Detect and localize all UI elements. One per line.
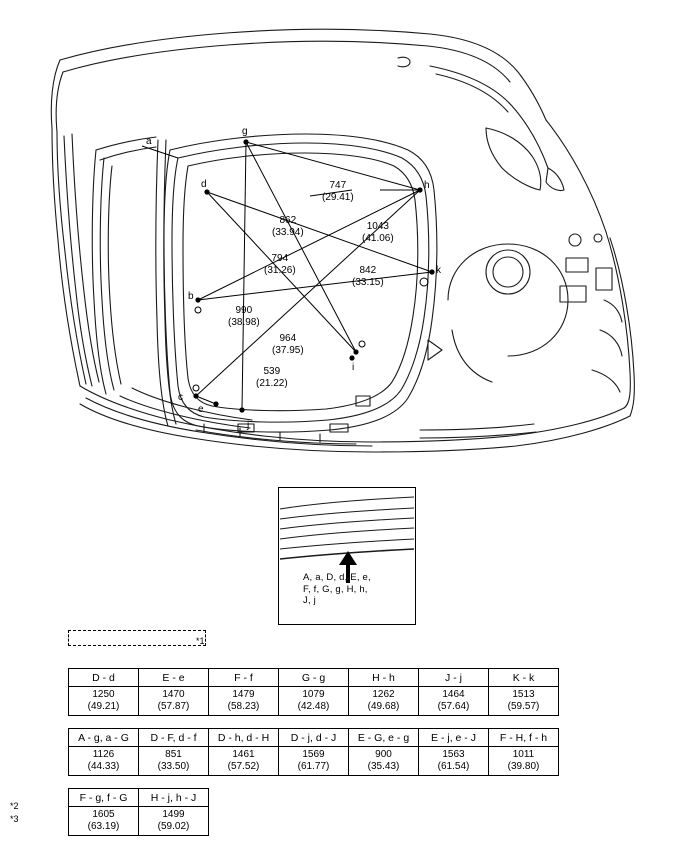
cell-mm: 1569 (302, 749, 325, 760)
col-header: G - g (279, 669, 349, 687)
inset-caption-line-3: J, j (303, 595, 316, 606)
measurement-747 (322, 180, 354, 204)
table-cell (419, 747, 489, 776)
table-cell (139, 807, 209, 836)
measurement-842-inch: (33.15) (352, 277, 384, 288)
inset-caption (303, 572, 433, 607)
col-header: F - g, f - G (69, 789, 139, 807)
cell-inch: (39.80) (507, 761, 540, 772)
table-cell (349, 687, 419, 716)
measurement-747-inch: (29.41) (322, 192, 354, 203)
table-cell (69, 747, 139, 776)
table-row-headers (69, 789, 209, 807)
point-label-k: k (436, 265, 441, 276)
col-header: J - j (419, 669, 489, 687)
measurement-794 (264, 253, 296, 277)
point-label-e: e (198, 404, 204, 415)
cell-mm: 1470 (162, 689, 185, 700)
table-cell (419, 687, 489, 716)
measurement-539 (256, 366, 288, 390)
cell-mm: 1499 (162, 809, 185, 820)
cell-inch: (61.54) (437, 761, 470, 772)
cell-mm: 1262 (372, 689, 395, 700)
col-header: H - j, h - J (139, 789, 209, 807)
footnote-3: *3 (10, 814, 19, 824)
col-header: E - G, e - g (349, 729, 419, 747)
cell-inch: (49.68) (367, 701, 400, 712)
measurement-990-inch: (38.98) (228, 317, 260, 328)
inset-caption-line-2: F, f, G, g, H, h, (303, 583, 368, 595)
table-row-values (69, 807, 209, 836)
table-cell (349, 747, 419, 776)
measurement-842-mm: 842 (359, 265, 377, 276)
table-row-values (69, 687, 559, 716)
table-cell (279, 687, 349, 716)
col-header: F - f (209, 669, 279, 687)
measurement-990 (228, 305, 260, 329)
cell-inch: (57.64) (437, 701, 470, 712)
col-header: F - H, f - h (489, 729, 559, 747)
dimension-table-1 (68, 668, 559, 716)
measurement-964 (272, 333, 304, 357)
point-label-i: i (352, 362, 355, 373)
dimension-tables (68, 668, 559, 848)
measurement-1043-mm: 1043 (366, 221, 389, 232)
col-header: D - j, d - J (279, 729, 349, 747)
measurement-794-mm: 794 (271, 253, 289, 264)
cell-mm: 1605 (92, 809, 115, 820)
point-label-a: a (146, 136, 152, 147)
table-cell (489, 687, 559, 716)
table-row-headers (69, 669, 559, 687)
col-header: E - j, e - J (419, 729, 489, 747)
cell-inch: (57.87) (157, 701, 190, 712)
footnote-2: *2 (10, 801, 19, 811)
cell-inch: (44.33) (87, 761, 120, 772)
measurement-842 (352, 265, 384, 289)
col-header: A - g, a - G (69, 729, 139, 747)
table-row-values (69, 747, 559, 776)
cell-inch: (59.02) (157, 821, 190, 832)
cell-mm: 1079 (302, 689, 325, 700)
col-header: D - h, d - H (209, 729, 279, 747)
point-label-c: c (178, 392, 183, 403)
cell-inch: (61.77) (297, 761, 330, 772)
measurement-539-inch: (21.22) (256, 378, 288, 389)
measurement-862-inch: (33.94) (272, 227, 304, 238)
cell-inch: (42.48) (297, 701, 330, 712)
col-header: D - F, d - f (139, 729, 209, 747)
measurement-964-inch: (37.95) (272, 345, 304, 356)
point-label-b: b (188, 291, 194, 302)
inset-caption-line-1: A, a, D, d, E, e, (303, 572, 371, 583)
table-cell (139, 687, 209, 716)
cell-inch: (49.21) (87, 701, 120, 712)
cell-mm: 1126 (92, 749, 115, 760)
measurement-1043-inch: (41.06) (362, 233, 394, 244)
measurement-539-mm: 539 (263, 366, 281, 377)
dimension-table-3 (68, 788, 209, 836)
dashed-note-box (68, 630, 206, 646)
cell-inch: (59.57) (507, 701, 540, 712)
table-cell (209, 747, 279, 776)
point-label-j: j (247, 420, 250, 431)
cell-mm: 900 (375, 749, 392, 760)
point-label-g: g (242, 126, 248, 137)
table-cell (489, 747, 559, 776)
measurement-1043 (362, 221, 394, 245)
cell-mm: 1563 (442, 749, 465, 760)
table-cell (209, 687, 279, 716)
table-cell (69, 807, 139, 836)
table-cell (279, 747, 349, 776)
col-header: H - h (349, 669, 419, 687)
cell-mm: 1513 (512, 689, 535, 700)
table-row-headers (69, 729, 559, 747)
cell-mm: 1250 (92, 689, 115, 700)
table-cell (69, 687, 139, 716)
cell-mm: 1011 (512, 749, 535, 760)
dimension-table-2 (68, 728, 559, 776)
cell-inch: (35.43) (367, 761, 400, 772)
dashed-note-label: *1 (196, 636, 205, 646)
cell-inch: (58.23) (227, 701, 260, 712)
cell-inch: (63.19) (87, 821, 120, 832)
measurement-862-mm: 862 (279, 215, 297, 226)
point-label-h: h (424, 180, 430, 191)
measurement-747-mm: 747 (329, 180, 347, 191)
cell-mm: 1464 (442, 689, 465, 700)
measurement-862 (272, 215, 304, 239)
cell-mm: 1461 (232, 749, 255, 760)
col-header: E - e (139, 669, 209, 687)
cell-mm: 1479 (232, 689, 255, 700)
table-cell (139, 747, 209, 776)
measurement-794-inch: (31.26) (264, 265, 296, 276)
col-header: K - k (489, 669, 559, 687)
cell-mm: 851 (165, 749, 182, 760)
col-header: D - d (69, 669, 139, 687)
cell-inch: (33.50) (157, 761, 190, 772)
measurement-964-mm: 964 (279, 333, 297, 344)
point-label-d: d (201, 179, 207, 190)
footnote-markers (10, 800, 19, 826)
measurement-990-mm: 990 (235, 305, 253, 316)
cell-inch: (57.52) (227, 761, 260, 772)
